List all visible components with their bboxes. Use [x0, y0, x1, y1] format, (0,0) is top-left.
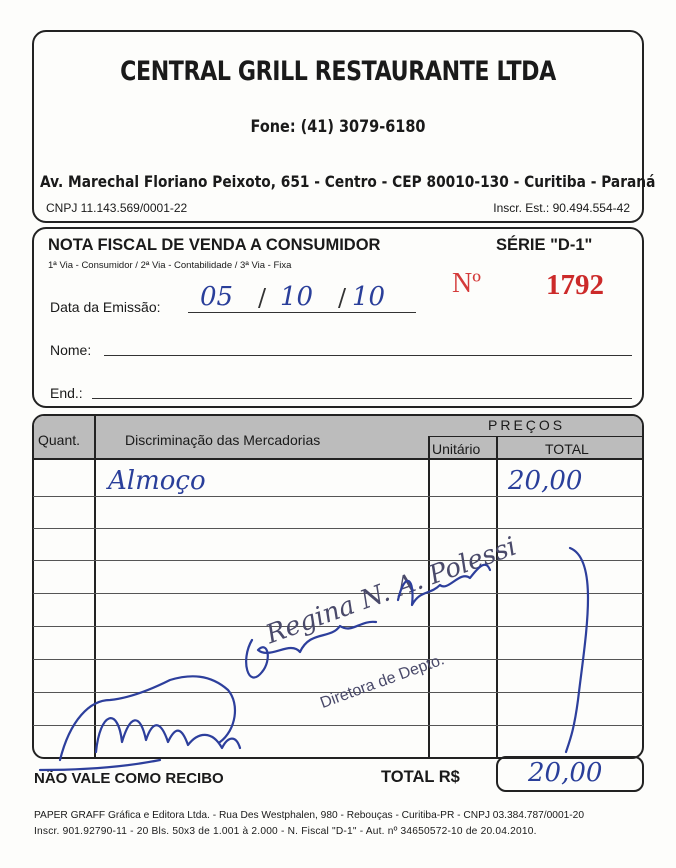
data-line	[188, 312, 416, 313]
company-name: CENTRAL GRILL RESTAURANTE LTDA	[120, 56, 556, 87]
table-row-total: 20,00	[508, 466, 583, 496]
data-year: 10	[352, 282, 386, 312]
table-row	[33, 496, 643, 497]
col-desc-header: Discriminação das Mercadorias	[125, 432, 321, 448]
nao-vale-recibo: NÃO VALE COMO RECIBO	[34, 770, 224, 787]
inscricao-estadual: Inscr. Est.: 90.494.554-42	[493, 201, 630, 215]
company-phone: Fone: (41) 3079-6180	[250, 117, 426, 137]
stamp-name: Regina N. A. Polessi	[262, 531, 521, 651]
invoice-number: 1792	[546, 269, 604, 301]
col-line-1	[94, 414, 96, 759]
data-sep-1: /	[258, 284, 267, 312]
endereco-line	[92, 398, 632, 399]
col-unit-header: Unitário	[432, 441, 481, 457]
precos-divider	[428, 436, 644, 437]
precos-header: PREÇOS	[488, 417, 566, 433]
table-row	[33, 528, 643, 529]
company-cnpj: CNPJ 11.143.569/0001-22	[46, 201, 188, 215]
table-row-desc: Almoço	[108, 466, 206, 496]
data-emissao-label: Data da Emissão:	[50, 299, 161, 315]
data-sep-2: /	[338, 284, 347, 312]
col-quant-header: Quant.	[38, 432, 81, 448]
nome-label: Nome:	[50, 342, 92, 358]
invoice-vias: 1ª Via - Consumidor / 2ª Via - Contabilidade / 3ª Via - Fixa	[48, 260, 292, 271]
table-row	[33, 458, 643, 460]
invoice-serie: SÉRIE "D-1"	[496, 236, 593, 254]
invoice-title: NOTA FISCAL DE VENDA A CONSUMIDOR	[48, 236, 381, 254]
table-row	[33, 659, 643, 660]
table-row	[33, 560, 643, 561]
stamp-role: Diretora de Depto.	[318, 651, 447, 712]
total-label: TOTAL R$	[381, 768, 460, 786]
footer-line-2: Inscr. 901.92790-11 - 20 Bls. 50x3 de 1.001 à 2.000 - N. Fiscal "D-1" - Aut. nº 34650572-10 de 20.04.2010.	[34, 826, 537, 837]
table-row	[33, 725, 643, 726]
endereco-label: End.:	[50, 385, 83, 401]
total-value: 20,00	[528, 758, 603, 788]
data-month: 10	[280, 282, 314, 312]
col-total-header: TOTAL	[545, 441, 589, 457]
col-line-3	[496, 436, 498, 759]
col-line-2	[428, 436, 430, 759]
company-address: Av. Marechal Floriano Peixoto, 651 - Centro - CEP 80010-130 - Curitiba - Paraná	[40, 172, 656, 191]
data-day: 05	[200, 282, 234, 312]
numero-label: Nº	[452, 268, 481, 299]
footer-line-1: PAPER GRAFF Gráfica e Editora Ltda. - Rua Des Westphalen, 980 - Rebouças - Curitiba-PR - CNPJ 03.384.787/0001-20	[34, 810, 585, 821]
nome-line	[104, 355, 632, 356]
